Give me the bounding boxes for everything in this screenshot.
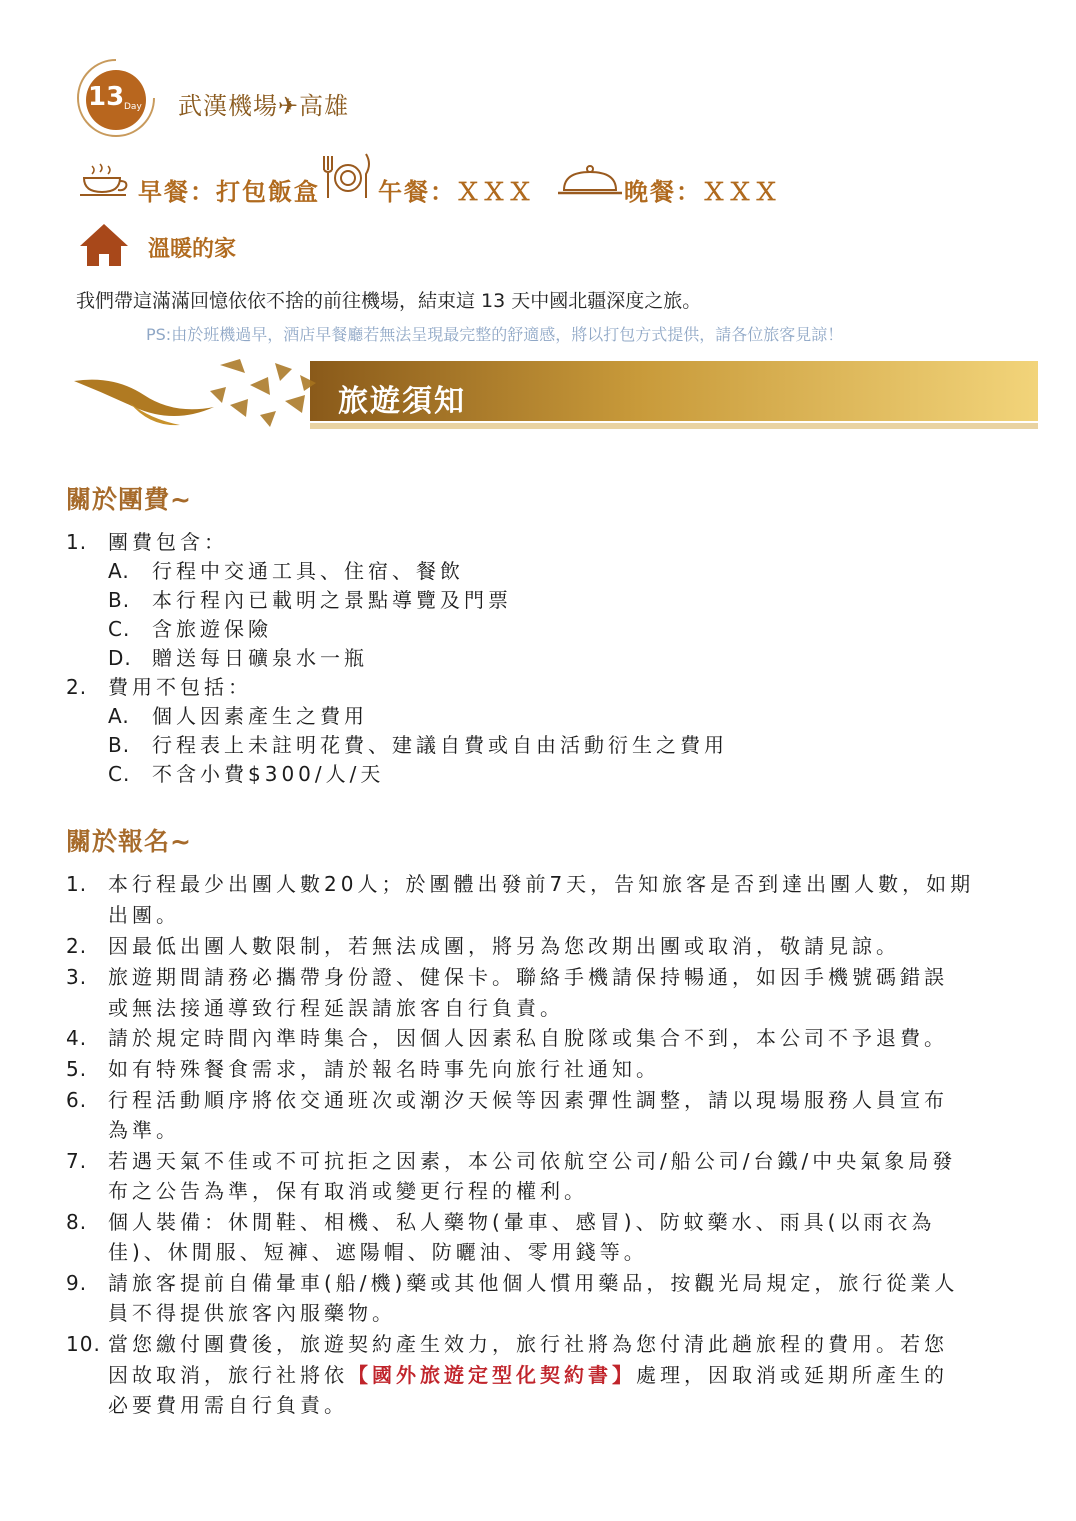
item-number: A. (108, 559, 130, 583)
item-line: 若遇天氣不佳或不可抗拒之因素，本公司依航空公司/船公司/台鐵/中央氣象局發 (108, 1149, 957, 1173)
section-banner (70, 355, 1038, 433)
item-number: 8. (66, 1210, 88, 1234)
item-number: 2. (66, 934, 88, 958)
day-badge (76, 58, 156, 138)
item-text: 含旅遊保險 (152, 617, 272, 641)
item-number: D. (108, 646, 132, 670)
day-title: 武漢機場✈高雄 (178, 92, 350, 120)
item-text: 不含小費$300/人/天 (152, 762, 385, 786)
item-text: 費用不包括： (108, 675, 252, 699)
item-text: 行程表上未註明花費、建議自費或自由活動衍生之費用 (152, 733, 728, 757)
item-line: 請於規定時間內準時集合，因個人因素私自脫隊或集合不到，本公司不予退費。 (108, 1026, 948, 1050)
item-text: 團費包含： (108, 530, 228, 554)
item-line: 員不得提供旅客內服藥物。 (108, 1301, 396, 1325)
item-line: 當您繳付團費後，旅遊契約產生效力，旅行社將為您付清此趟旅程的費用。若您 (108, 1332, 948, 1356)
dinner-cloche-icon (556, 164, 624, 198)
item-text: 本行程內已載明之景點導覽及門票 (152, 588, 512, 612)
dinner-text: 晚餐：ＸＸＸ (624, 178, 780, 206)
item-number: 3. (66, 965, 88, 989)
coffee-cup-icon (78, 162, 132, 202)
day-number: 13 (88, 82, 125, 112)
item-line: 本行程最少出團人數20人；於團體出發前7天，告知旅客是否到達出團人數，如期 (108, 872, 975, 896)
item-line: 個人裝備：休閒鞋、相機、私人藥物(暈車、感冒)、防蚊藥水、雨具(以雨衣為 (108, 1210, 936, 1234)
hotel-name: 溫暖的家 (148, 237, 237, 262)
day-description: 我們帶這滿滿回憶依依不捨的前往機場，結束這 13 天中國北疆深度之旅。 (76, 290, 702, 312)
item-line: 出團。 (108, 903, 180, 927)
item-line (108, 1361, 948, 1390)
banner-title: 旅遊須知 (338, 384, 466, 419)
item-number: 2. (66, 675, 88, 699)
item-text: 因故取消，旅行社將依 (108, 1363, 348, 1387)
day-label: Day (124, 102, 142, 112)
item-line: 或無法接通導致行程延誤請旅客自行負責。 (108, 996, 564, 1020)
plate-cutlery-icon (320, 150, 376, 200)
fees-section-title: 關於團費~ (66, 485, 192, 514)
meals-row (78, 150, 838, 210)
item-number: 9. (66, 1271, 88, 1295)
item-number: C. (108, 762, 131, 786)
lunch-text: 午餐：ＸＸＸ (378, 178, 534, 206)
home-icon (78, 222, 130, 268)
item-text: 個人因素產生之費用 (152, 704, 368, 728)
item-line: 為準。 (108, 1118, 180, 1142)
item-number: 5. (66, 1057, 88, 1081)
item-line: 布之公告為準，保有取消或變更行程的權利。 (108, 1179, 588, 1203)
item-text: 行程中交通工具、住宿、餐飲 (152, 559, 464, 583)
signup-list (66, 870, 1046, 1430)
item-line: 因最低出團人數限制，若無法成團，將另為您改期出團或取消，敬請見諒。 (108, 934, 900, 958)
item-line: 旅遊期間請務必攜帶身份證、健保卡。聯絡手機請保持暢通，如因手機號碼錯誤 (108, 965, 948, 989)
item-number: 1. (66, 530, 88, 554)
item-number: B. (108, 733, 131, 757)
item-text: 處理，因取消或延期所產生的 (636, 1363, 948, 1387)
item-line: 行程活動順序將依交通班次或潮汐天候等因素彈性調整，請以現場服務人員宣布 (108, 1088, 948, 1112)
item-number: 7. (66, 1149, 88, 1173)
item-line: 如有特殊餐食需求，請於報名時事先向旅行社通知。 (108, 1057, 660, 1081)
item-number: 10. (66, 1332, 101, 1356)
item-number: 4. (66, 1026, 88, 1050)
item-number: B. (108, 588, 131, 612)
breakfast-text: 早餐：打包飯盒 (138, 178, 320, 206)
item-line: 佳)、休閒服、短褲、遮陽帽、防曬油、零用錢等。 (108, 1240, 648, 1264)
ps-note: PS:由於班機過早，酒店早餐廳若無法呈現最完整的舒適感，將以打包方式提供，請各位旅客見諒！ (146, 325, 844, 344)
item-number: 6. (66, 1088, 88, 1112)
item-number: A. (108, 704, 130, 728)
item-number: C. (108, 617, 131, 641)
contract-reference: 【國外旅遊定型化契約書】 (348, 1363, 636, 1387)
item-line: 請旅客提前自備暈車(船/機)藥或其他個人慣用藥品，按觀光局規定，旅行從業人 (108, 1271, 959, 1295)
item-line: 必要費用需自行負責。 (108, 1393, 348, 1417)
item-number: 1. (66, 872, 88, 896)
signup-section-title: 關於報名~ (66, 827, 192, 856)
item-text: 贈送每日礦泉水一瓶 (152, 646, 368, 670)
